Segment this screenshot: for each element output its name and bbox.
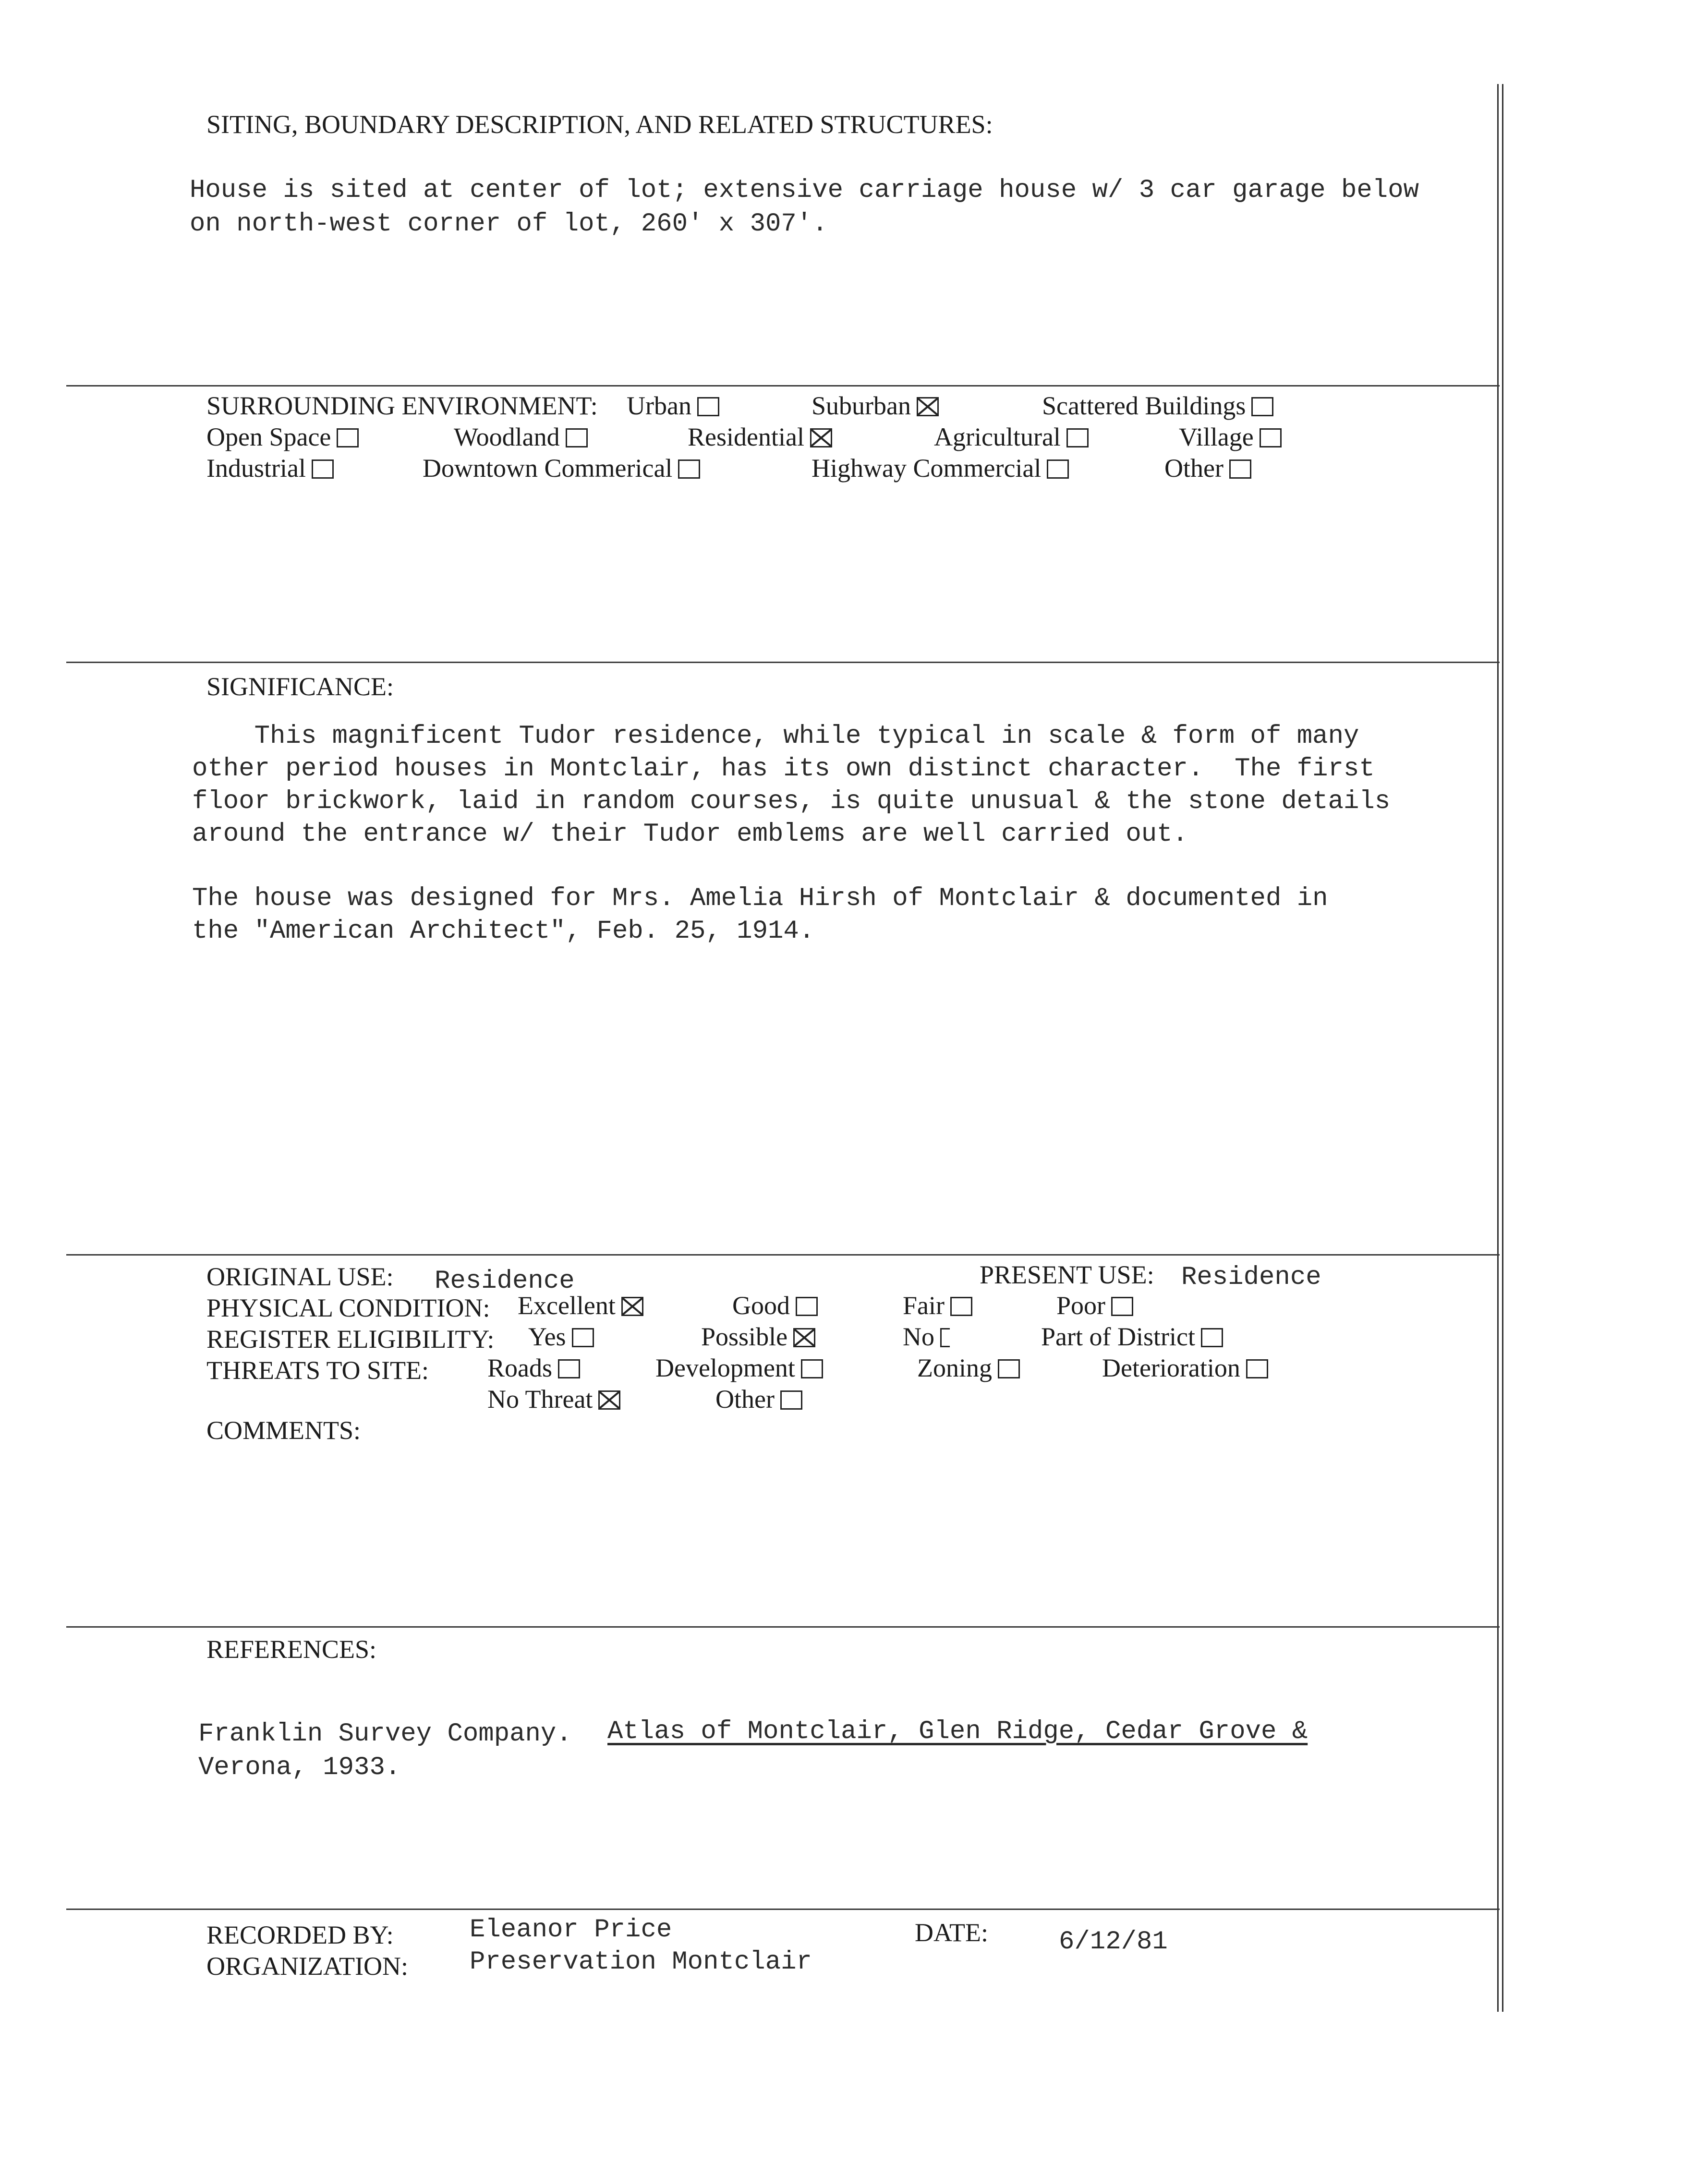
no-checkbox[interactable] [940,1328,950,1347]
env-option-agricultural: Agricultural [934,424,1089,450]
significance-line-1: This magnificent Tudor residence, while typical in scale & form of many [192,722,1359,751]
reference-line-2: Verona, 1933. [198,1753,401,1782]
env-option-open-space: Open Space [206,424,359,450]
open-space-checkbox[interactable] [337,428,359,447]
section-divider [66,662,1500,663]
physical-condition-label: PHYSICAL CONDITION: [206,1293,490,1322]
agricultural-checkbox[interactable] [1066,428,1089,447]
original-use-value: Residence [435,1267,575,1296]
significance-line-3: floor brickwork, laid in random courses, is quite unusual & the stone details [192,787,1391,816]
right-margin-rule [1497,84,1499,2012]
threat-option-development: Development [655,1355,823,1381]
possible-checkbox[interactable] [793,1328,815,1347]
env-option-urban: Urban [627,393,719,419]
woodland-checkbox[interactable] [566,428,588,447]
good-checkbox[interactable] [796,1297,818,1316]
significance-line-6: the "American Architect", Feb. 25, 1914. [192,917,815,946]
recorded-by-label: RECORDED BY: [206,1921,394,1949]
condition-option-fair: Fair [903,1293,972,1318]
residential-checkbox[interactable] [810,428,832,447]
env-option-scattered-buildings: Scattered Buildings [1042,393,1273,419]
no-threat-checkbox[interactable] [598,1390,620,1410]
original-use-label: ORIGINAL USE: [206,1262,394,1291]
threats-label: THREATS TO SITE: [206,1356,429,1385]
roads-checkbox[interactable] [558,1359,580,1378]
excellent-checkbox[interactable] [621,1297,643,1316]
env-option-village: Village [1179,424,1282,450]
significance-line-4: around the entrance w/ their Tudor emblems are well carried out. [192,820,1188,849]
downtown-commerical-checkbox[interactable] [678,459,700,479]
siting-line-1: House is sited at center of lot; extensive carriage house w/ 3 car garage below [190,176,1419,205]
env-option-industrial: Industrial [206,455,334,481]
condition-option-excellent: Excellent [518,1293,643,1318]
threat-option-no-threat: No Threat [487,1386,620,1412]
threat-option-deterioration: Deterioration [1102,1355,1268,1381]
development-checkbox[interactable] [801,1359,823,1378]
section-divider [66,1909,1500,1910]
environment-heading: SURROUNDING ENVIRONMENT: [206,391,598,420]
threat-option-zoning: Zoning [917,1355,1020,1381]
other-environment-checkbox[interactable] [1229,459,1251,479]
env-option-residential: Residential [688,424,832,450]
section-divider [66,1626,1500,1628]
poor-checkbox[interactable] [1111,1297,1133,1316]
section-divider [66,385,1500,387]
recorded-by-value: Eleanor Price [470,1915,672,1945]
part-of-district-checkbox[interactable] [1201,1328,1223,1347]
siting-line-2: on north-west corner of lot, 260' x 307'. [190,209,828,239]
reference-author: Franklin Survey Company. [198,1719,572,1749]
suburban-checkbox[interactable] [917,397,939,416]
env-option-woodland: Woodland [454,424,588,450]
reference-title: Atlas of Montclair, Glen Ridge, Cedar Grove & [607,1717,1308,1746]
date-value: 6/12/81 [1059,1927,1168,1957]
present-use-label: PRESENT USE: [980,1260,1154,1289]
eligibility-option-possible: Possible [701,1324,815,1350]
eligibility-option-part-of-district: Part of District [1041,1324,1223,1350]
register-eligibility-label: REGISTER ELIGIBILITY: [206,1325,495,1353]
village-checkbox[interactable] [1260,428,1282,447]
highway-commercial-checkbox[interactable] [1047,459,1069,479]
urban-checkbox[interactable] [697,397,719,416]
env-option-downtown-commerical: Downtown Commerical [423,455,700,481]
right-margin-rule-inner [1502,84,1503,2012]
significance-line-2: other period houses in Montclair, has its own distinct character. The first [192,754,1375,784]
env-option-other: Other [1164,455,1251,481]
deterioration-checkbox[interactable] [1246,1359,1268,1378]
significance-heading: SIGNIFICANCE: [206,672,394,701]
scattered-buildings-checkbox[interactable] [1251,397,1273,416]
env-option-suburban: Suburban [812,393,939,419]
env-option-highway-commercial: Highway Commercial [812,455,1069,481]
present-use-value: Residence [1181,1263,1321,1292]
eligibility-option-no: No [903,1324,950,1350]
yes-checkbox[interactable] [572,1328,594,1347]
fair-checkbox[interactable] [950,1297,972,1316]
condition-option-poor: Poor [1056,1293,1133,1318]
threat-option-roads: Roads [487,1355,580,1381]
industrial-checkbox[interactable] [312,459,334,479]
eligibility-option-yes: Yes [528,1324,594,1350]
references-heading: REFERENCES: [206,1635,377,1664]
significance-line-5: The house was designed for Mrs. Amelia Hirsh of Montclair & documented in [192,884,1328,913]
condition-option-good: Good [732,1293,818,1318]
organization-label: ORGANIZATION: [206,1952,408,1981]
siting-heading: SITING, BOUNDARY DESCRIPTION, AND RELATED STRUCTURES: [206,110,993,139]
section-divider [66,1254,1500,1256]
zoning-checkbox[interactable] [998,1359,1020,1378]
other-threat-checkbox[interactable] [780,1390,802,1410]
threat-option-other: Other [715,1386,802,1412]
date-label: DATE: [915,1918,988,1947]
comments-label: COMMENTS: [206,1416,361,1445]
organization-value: Preservation Montclair [470,1947,812,1977]
